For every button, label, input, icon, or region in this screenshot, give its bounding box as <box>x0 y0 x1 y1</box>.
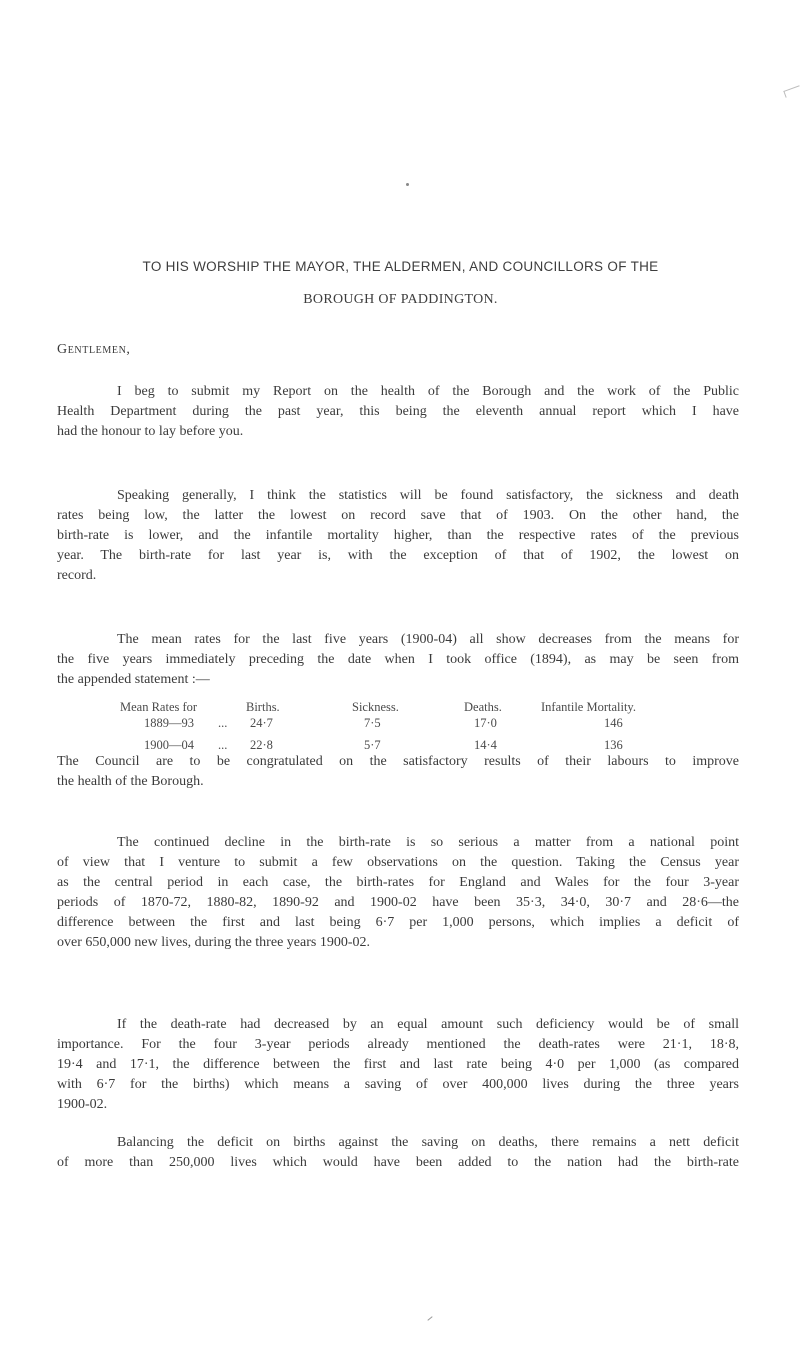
row-sickness: 5·7 <box>364 738 381 752</box>
row-infantile-mortality: 136 <box>604 738 623 752</box>
paragraph-report-intro <box>57 382 739 442</box>
row-infantile-mortality: 146 <box>604 716 623 730</box>
page-fold-mark <box>783 85 801 97</box>
text-line: importance. For the four 3-year periods already mentioned the death-rates were 21·1, 18·8, <box>57 1037 739 1052</box>
text-line: 1900-02. <box>57 1097 108 1112</box>
paragraph-death-rate <box>57 1015 739 1115</box>
text-line: of more than 250,000 lives which would have been added to the nation had the birth-rate <box>57 1155 739 1170</box>
text-line: had the honour to lay before you. <box>57 424 244 439</box>
ink-speck <box>406 183 409 186</box>
text-line: the appended statement :— <box>57 672 210 687</box>
header-births: Births. <box>246 700 280 714</box>
row-deaths: 14·4 <box>474 738 497 752</box>
header-deaths: Deaths. <box>464 700 502 714</box>
ink-mark <box>427 1316 432 1321</box>
row-births: 24·7 <box>250 716 273 730</box>
text-line: I beg to submit my Report on the health of the Borough and the work of the Public <box>117 384 739 399</box>
paragraph-mean-rates <box>57 630 739 690</box>
text-line: the health of the Borough. <box>57 774 204 789</box>
text-line: year. The birth-rate for last year is, with the exception of that of 1902, the lowest on <box>57 548 739 563</box>
row-period: 1900—04 <box>144 738 194 752</box>
text-line: with 6·7 for the births) which means a saving of over 400,000 lives during the three years <box>57 1077 739 1092</box>
text-line: record. <box>57 568 97 583</box>
row-deaths: 17·0 <box>474 716 497 730</box>
row-leader-dots: ... <box>218 716 228 730</box>
text-line: the five years immediately preceding the date when I took office (1894), as may be seen from <box>57 652 739 667</box>
paragraph-nett-deficit <box>57 1133 739 1173</box>
paragraph-birth-rate-decline <box>57 833 739 953</box>
row-births: 22·8 <box>250 738 273 752</box>
row-leader-dots: ... <box>218 738 228 752</box>
salutation: Gentlemen, <box>57 342 131 357</box>
row-period: 1889—93 <box>144 716 194 730</box>
text-line: 19·4 and 17·1, the difference between the first and last rate being 4·0 per 1,000 (as compared <box>57 1057 739 1072</box>
text-line: as the central period in each case, the birth-rates for England and Wales for the four 3-year <box>57 875 739 890</box>
paragraph-general-statistics <box>57 486 739 586</box>
row-sickness: 7·5 <box>364 716 381 730</box>
header-mean-rates-for: Mean Rates for <box>120 700 198 714</box>
header-sickness: Sickness. <box>352 700 399 714</box>
address-heading-line-1: TO HIS WORSHIP THE MAYOR, THE ALDERMEN, AND COUNCILLORS OF THE <box>142 259 659 274</box>
text-line: rates being low, the latter the lowest on record save that of 1903. On the other hand, the <box>57 508 739 523</box>
text-line: periods of 1870-72, 1880-82, 1890-92 and 1900-02 have been 35·3, 34·0, 30·7 and 28·6—the <box>57 895 739 910</box>
header-infantile-mortality: Infantile Mortality. <box>541 700 636 714</box>
address-heading-line-2: BOROUGH OF PADDINGTON. <box>303 292 498 307</box>
text-line: birth-rate is lower, and the infantile mortality higher, than the respective rates of the previous <box>57 528 739 543</box>
text-line: of view that I venture to submit a few observations on the question. Taking the Census year <box>57 855 739 870</box>
text-line: Health Department during the past year, this being the eleventh annual report which I have <box>57 404 739 419</box>
text-line: difference between the first and last being 6·7 per 1,000 persons, which implies a deficit of <box>57 915 739 930</box>
text-line: Balancing the deficit on births against the saving on deaths, there remains a nett deficit <box>117 1135 739 1150</box>
text-line: over 650,000 new lives, during the three years 1900-02. <box>57 935 370 950</box>
paragraph-council-congratulations <box>57 752 739 792</box>
text-line: The Council are to be congratulated on the satisfactory results of their labours to improve <box>57 754 739 769</box>
text-line: If the death-rate had decreased by an equal amount such deficiency would be of small <box>117 1017 739 1032</box>
statement-row <box>0 716 801 734</box>
text-line: The mean rates for the last five years (1900-04) all show decreases from the means for <box>117 632 739 647</box>
text-line: Speaking generally, I think the statistics will be found satisfactory, the sickness and death <box>117 488 739 503</box>
text-line: The continued decline in the birth-rate is so serious a matter from a national point <box>117 835 739 850</box>
